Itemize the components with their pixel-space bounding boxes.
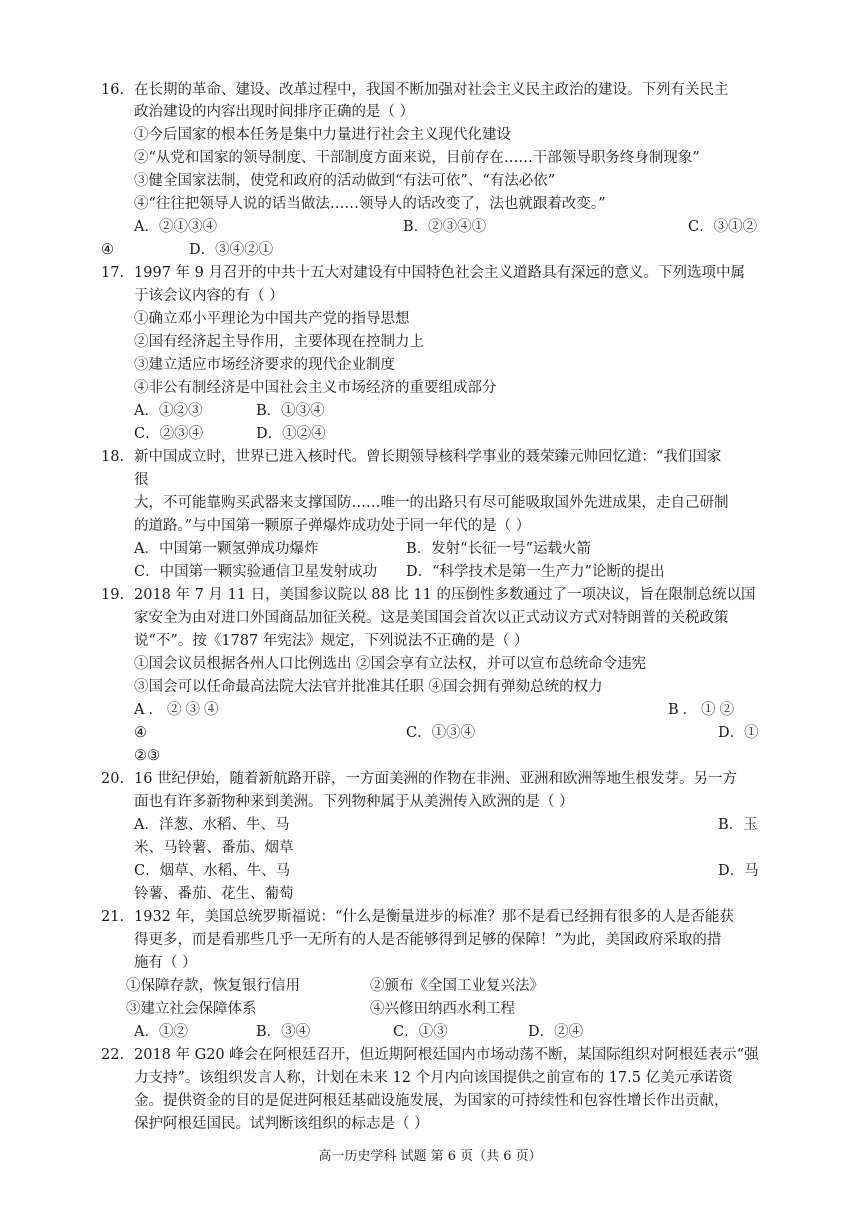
question-number: 19.: [101, 587, 125, 603]
question-stem: 2018 年 7 月 11 日，美国参议院以 88 比 11 的压倒性多数通过了一项决议，旨在限制总统以国: [134, 587, 756, 603]
option-d-continued: 铃薯、番茄、花生、葡萄: [134, 886, 294, 902]
option-c: C．中国第一颗实验通信卫星发射成功: [134, 564, 378, 580]
page-footer: 高一历史学科 试题 第 6 页（共 6 页）: [318, 1149, 542, 1164]
question-item: ①确立邓小平理论为中国共产党的指导思想: [134, 311, 410, 327]
question-stem: 1997 年 9 月召开的中共十五大对建设有中国特色社会主义道路具有深远的意义。下列选项中属: [134, 265, 745, 281]
question-number: 16.: [101, 82, 125, 98]
question-stem: 新中国成立时，世界已进入核时代。曾长期领导核科学事业的聂荣臻元帅回忆道：“我们国家: [134, 449, 722, 465]
question-item: ①今后国家的根本任务是集中力量进行社会主义现代化建设: [134, 127, 511, 143]
option-b: B．③④: [256, 1024, 311, 1040]
option-d: D．马: [718, 863, 759, 879]
option-d: D．①: [718, 725, 759, 741]
question-item: ①国会议员根据各州人口比例选出 ②国会享有立法权，并可以宣布总统命令违宪: [134, 656, 647, 672]
question-stem: 在长期的革命、建设、改革过程中，我国不断加强对社会主义民主政治的建设。下列有关民主: [134, 82, 729, 98]
option-b: B．②③④①: [403, 219, 487, 235]
question-stem: 的道路。”与中国第一颗原子弹爆炸成功处于同一年代的是（ ）: [134, 518, 531, 534]
question-number: 20.: [101, 771, 125, 787]
question-item: ②国有经济起主导作用，主要体现在控制力上: [134, 334, 424, 350]
option-b: B．①②: [668, 702, 739, 718]
option-a: A．①②③: [134, 403, 203, 419]
question-item: ③健全国家法制，使党和政府的活动做到“有法可依”、“有法必依”: [134, 173, 556, 189]
question-stem: 施有（ ）: [134, 955, 197, 971]
question-item: ③建立社会保障体系: [126, 1001, 257, 1017]
question-number: 18.: [101, 449, 125, 465]
question-number: 17.: [101, 265, 125, 281]
question-item: ②颁布《全国工业复兴法》: [370, 978, 544, 994]
question-stem: 于该会议内容的有（ ）: [134, 288, 284, 304]
option-a: A．①②: [134, 1024, 188, 1040]
option-d: D．③④②①: [189, 242, 274, 258]
option-d: D．①②④: [256, 426, 326, 442]
question-item: ④非公有制经济是中国社会主义市场经济的重要组成部分: [134, 380, 497, 396]
option-c-continued: ④: [101, 242, 114, 258]
option-a: A．洋葱、水稻、牛、马: [134, 817, 290, 833]
option-c: C．①③④: [406, 725, 476, 741]
option-a: A．②③④: [134, 702, 223, 718]
question-item: ①保障存款，恢复银行信用: [126, 978, 300, 994]
question-item: ③国会可以任命最高法院大法官并批准其任职 ④国会拥有弹劾总统的权力: [134, 679, 603, 695]
option-c: C．①③: [393, 1024, 448, 1040]
question-stem: 说“不”。按《1787 年宪法》规定，下列说法不正确的是（ ）: [134, 633, 529, 649]
question-stem: 1932 年，美国总统罗斯福说：“什么是衡量进步的标准？那不是看已经拥有很多的人是否能获: [134, 909, 734, 925]
option-c: C．②③④: [134, 426, 204, 442]
question-stem: 2018 年 G20 峰会在阿根廷召开，但近期阿根廷国内市场动荡不断，某国际组织对阿根廷表示“强: [134, 1047, 759, 1063]
question-stem: 很: [134, 472, 149, 488]
question-number: 22.: [101, 1047, 125, 1063]
option-b: B．①③④: [256, 403, 325, 419]
question-item: ③建立适应市场经济要求的现代企业制度: [134, 357, 395, 373]
option-c: C．③①②: [688, 219, 758, 235]
question-item: ④兴修田纳西水利工程: [370, 1001, 515, 1017]
question-number: 21.: [101, 909, 125, 925]
question-stem: 得更多，而是看那些几乎一无所有的人是否能够得到足够的保障！”为此，美国政府采取的措: [134, 932, 722, 948]
question-stem: 大，不可能靠购买武器来支撑国防……唯一的出路只有尽可能吸取国外先进成果，走自己研制: [134, 495, 729, 511]
option-b: B．发射“长征一号”运载火箭: [406, 541, 591, 557]
question-stem: 16 世纪伊始，随着新航路开辟，一方面美洲的作物在非洲、亚洲和欧洲等地生根发芽。另一方: [134, 771, 738, 787]
question-stem: 家安全为由对进口外国商品加征关税。这是美国国会首次以正式动议方式对特朗普的关税政策: [134, 610, 729, 626]
question-stem: 政治建设的内容出现时间排序正确的是（ ）: [134, 104, 415, 120]
option-a: A．②①③④: [134, 219, 217, 235]
question-item: ④“往往把领导人说的话当做法……领导人的话改变了，法也就跟着改变。”: [134, 196, 606, 212]
option-b-continued: ④: [134, 725, 147, 741]
question-item: ②“从党和国家的领导制度、干部制度方面来说，目前存在……干部领导职务终身制现象”: [134, 150, 700, 166]
option-d: D．“科学技术是第一生产力”论断的提出: [406, 564, 665, 580]
option-b-continued: 米、马铃薯、番茄、烟草: [134, 840, 294, 856]
option-d: D．②④: [528, 1024, 584, 1040]
option-b: B．玉: [718, 817, 758, 833]
question-stem: 面也有许多新物种来到美洲。下列物种属于从美洲传入欧洲的是（ ）: [134, 794, 574, 810]
option-c: C．烟草、水稻、牛、马: [134, 863, 291, 879]
question-stem: 保护阿根廷国民。试判断该组织的标志是（ ）: [134, 1116, 429, 1132]
option-a: A．中国第一颗氢弹成功爆炸: [134, 541, 319, 557]
option-d-continued: ②③: [134, 748, 160, 764]
question-stem: 力支持”。该组织发言人称，计划在未来 12 个月内向该国提供之前宣布的 17.5 亿美元承诺资: [134, 1070, 733, 1086]
question-stem: 金。提供资金的目的是促进阿根廷基础设施发展，为国家的可持续性和包容性增长作出贡献，: [134, 1093, 729, 1109]
